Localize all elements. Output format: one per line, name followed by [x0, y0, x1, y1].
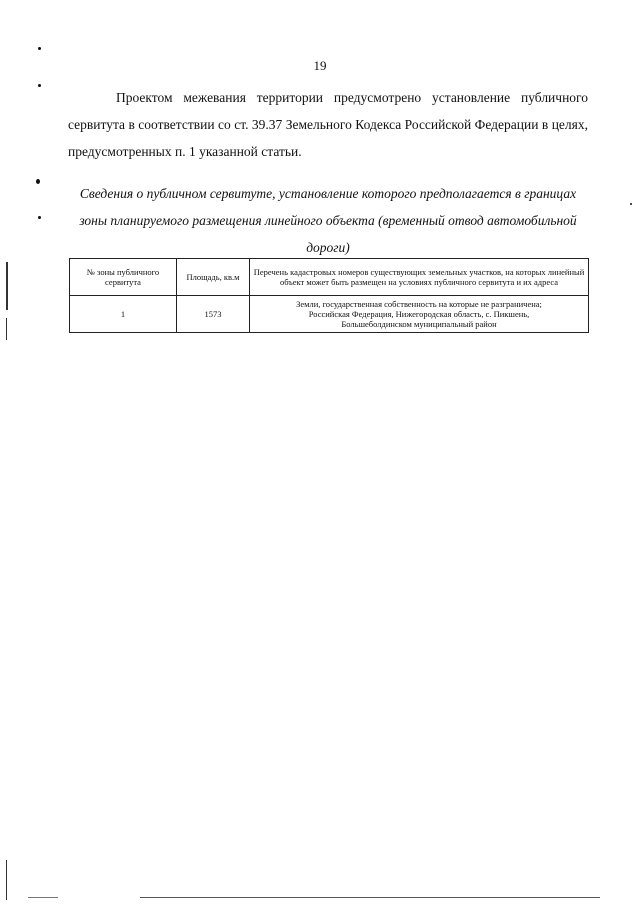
scan-mark — [6, 860, 7, 900]
table-header-row — [70, 259, 589, 296]
scan-mark — [28, 897, 58, 898]
cell-list-line: Земли, государственная собственность на которые не разграничена; — [296, 299, 542, 309]
servitude-table — [69, 258, 589, 333]
cell-cadastral-list — [250, 296, 589, 333]
scan-mark — [36, 179, 40, 184]
scan-mark — [38, 216, 41, 219]
body-paragraph: Проектом межевания территории предусмотрено установление публичного сервитута в соответствии со ст. 39.37 Земельного Кодекса Российской Федерации в целях, предусмотренных п. 1 указанной статьи. — [68, 90, 588, 159]
section-heading: Сведения о публичном сервитуте, установление которого предполагается в границах зоны планируемого размещения линейного объекта (временный отвод автомобильной дороги) — [79, 186, 577, 255]
page-number: 19 — [313, 58, 327, 73]
cell-list-line: Российская Федерация, Нижегородская область, с. Пикшень, — [308, 309, 530, 319]
header-area: Площадь, кв.м — [177, 259, 250, 296]
scan-mark — [38, 84, 41, 87]
scan-mark — [6, 318, 7, 340]
scan-mark — [6, 262, 8, 310]
scan-mark — [140, 897, 600, 898]
scan-mark — [630, 203, 632, 205]
header-zone-number: № зоны публичного сервитута — [70, 259, 177, 296]
cell-list-line: Большеболдинском муниципальный район — [341, 319, 497, 329]
cell-zone-number: 1 — [70, 296, 177, 333]
cell-area: 1573 — [177, 296, 250, 333]
header-cadastral-list: Перечень кадастровых номеров существующих земельных участков, на которых линейный объект может быть размещен на условиях публичного сервитута и их адреса — [250, 259, 589, 296]
scan-mark — [38, 47, 41, 50]
table-row — [70, 296, 589, 333]
